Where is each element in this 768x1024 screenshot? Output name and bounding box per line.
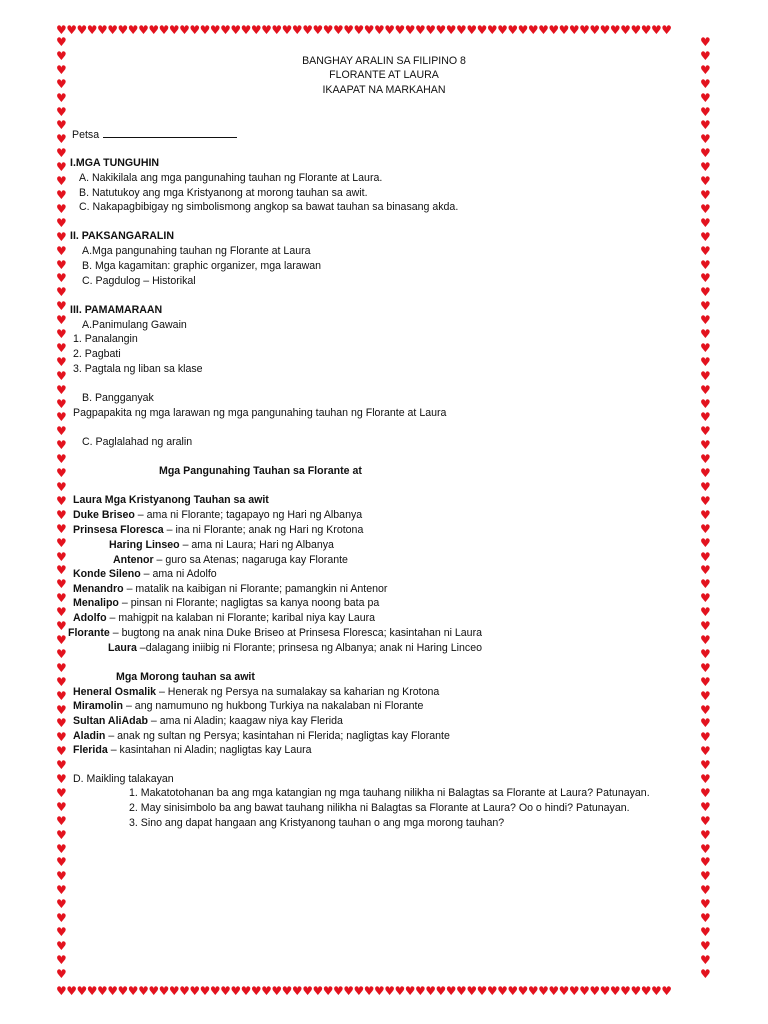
character-entry — [73, 700, 423, 712]
character-name: Laura — [108, 642, 137, 654]
heart-border-right: ♥♥♥♥♥♥♥♥♥♥♥♥♥♥♥♥♥♥♥♥♥♥♥♥♥♥♥♥♥♥♥♥♥♥♥♥♥♥♥♥♥♥♥♥♥♥♥♥♥♥♥♥♥♥♥♥♥♥♥♥♥♥♥♥♥♥♥♥ — [700, 36, 711, 981]
character-desc: – ama ni Adolfo — [140, 568, 217, 580]
talakayan-question-2: 2. May sinisimbolo ba ang bawat tauhang nilikha ni Balagtas sa Florante at Laura? Oo o hindi? Patunayan. — [129, 802, 630, 814]
character-name: Flerida — [73, 744, 108, 756]
character-name: Sultan AliAdab — [73, 715, 148, 727]
character-desc: –dalagang iniibig ni Florante; prinsesa ng Albanya; anak ni Haring Linceo — [136, 642, 482, 654]
gawain-item-1: 1. Panalangin — [73, 333, 138, 345]
character-desc: – ina ni Florante; anak ng Hari ng Krotona — [163, 524, 364, 536]
pangganyak-label: B. Pangganyak — [82, 392, 154, 404]
talakayan-question-1: 1. Makatotohanan ba ang mga katangian ng mga tauhang nilikha ni Balagtas sa Florante at Laura? Patunayan. — [129, 787, 650, 799]
heart-border-top: ♥♥♥♥♥♥♥♥♥♥♥♥♥♥♥♥♥♥♥♥♥♥♥♥♥♥♥♥♥♥♥♥♥♥♥♥♥♥♥♥♥♥♥♥♥♥♥♥♥♥♥♥♥♥♥♥♥♥♥♥ — [56, 24, 672, 37]
character-desc: – pinsan ni Florante; nagligtas sa kanya noong bata pa — [118, 597, 380, 609]
character-entry — [73, 568, 217, 580]
document-subtitle: FLORANTE AT LAURA — [329, 69, 439, 81]
character-entry — [73, 509, 362, 521]
character-name: Menandro — [73, 583, 124, 595]
character-name: Adolfo — [73, 612, 107, 624]
paksangaralin-item-c: C. Pagdulog – Historikal — [82, 275, 196, 287]
pangunahing-tauhan-title: Mga Pangunahing Tauhan sa Florante at — [159, 465, 362, 477]
panimulang-gawain-label: A.Panimulang Gawain — [82, 319, 187, 331]
character-desc: – anak ng sultan ng Persya; kasintahan ni Flerida; nagligtas kay Florante — [105, 730, 450, 742]
morong-tauhan-title: Mga Morong tauhan sa awit — [116, 671, 255, 683]
character-desc: – ang namumuno ng hukbong Turkiya na nakalaban ni Florante — [123, 700, 424, 712]
character-name: Haring Linseo — [109, 539, 180, 551]
tunguhin-item-c: C. Nakapagbibigay ng simbolismong angkop sa bawat tauhan sa binasang akda. — [79, 201, 459, 213]
character-entry — [73, 612, 375, 624]
character-name: Florante — [68, 627, 110, 639]
character-name: Duke Briseo — [73, 509, 135, 521]
gawain-item-3: 3. Pagtala ng liban sa klase — [73, 363, 203, 375]
kristyanong-tauhan-title: Laura Mga Kristyanong Tauhan sa awit — [73, 494, 269, 506]
character-entry — [73, 583, 387, 595]
petsa-field — [72, 128, 237, 141]
character-name: Aladin — [73, 730, 106, 742]
character-entry — [73, 524, 363, 536]
heart-border-bottom: ♥♥♥♥♥♥♥♥♥♥♥♥♥♥♥♥♥♥♥♥♥♥♥♥♥♥♥♥♥♥♥♥♥♥♥♥♥♥♥♥♥♥♥♥♥♥♥♥♥♥♥♥♥♥♥♥♥♥♥♥ — [56, 985, 672, 998]
paksangaralin-item-a: A.Mga pangunahing tauhan ng Florante at Laura — [82, 245, 311, 257]
character-name: Antenor — [113, 554, 154, 566]
document-title: BANGHAY ARALIN SA FILIPINO 8 — [302, 55, 466, 67]
character-desc: – mahigpit na kalaban ni Florante; karibal niya kay Laura — [106, 612, 376, 624]
character-entry — [73, 744, 312, 756]
section-heading-paksangaralin: II. PAKSANGARALIN — [70, 230, 174, 242]
document-quarter: IKAAPAT NA MARKAHAN — [322, 84, 446, 96]
character-entry — [73, 686, 439, 698]
tunguhin-item-b: B. Natutukoy ang mga Kristyanong at morong tauhan sa awit. — [79, 187, 368, 199]
character-desc: – matalik na kaibigan ni Florante; pamangkin ni Antenor — [123, 583, 388, 595]
heart-border-left: ♥♥♥♥♥♥♥♥♥♥♥♥♥♥♥♥♥♥♥♥♥♥♥♥♥♥♥♥♥♥♥♥♥♥♥♥♥♥♥♥♥♥♥♥♥♥♥♥♥♥♥♥♥♥♥♥♥♥♥♥♥♥♥♥♥♥♥♥ — [56, 36, 67, 981]
character-entry — [68, 627, 482, 639]
paksangaralin-item-b: B. Mga kagamitan: graphic organizer, mga larawan — [82, 260, 322, 272]
character-entry — [109, 539, 334, 551]
petsa-label: Petsa — [72, 129, 100, 141]
character-entry — [73, 730, 450, 742]
character-name: Prinsesa Floresca — [73, 524, 164, 536]
character-desc: – ama ni Aladin; kaagaw niya kay Flerida — [147, 715, 343, 727]
talakayan-question-3: 3. Sino ang dapat hangaan ang Kristyanong tauhan o ang mga morong tauhan? — [129, 817, 505, 829]
character-entry — [73, 715, 343, 727]
character-desc: – ama ni Florante; tagapayo ng Hari ng Albanya — [134, 509, 363, 521]
paglalahad-label: C. Paglalahad ng aralin — [82, 436, 193, 448]
character-name: Menalipo — [73, 597, 119, 609]
character-entry — [108, 642, 482, 654]
section-heading-pamamaraan: III. PAMAMARAAN — [70, 304, 163, 316]
gawain-item-2: 2. Pagbati — [73, 348, 121, 360]
character-entry — [113, 554, 348, 566]
tunguhin-item-a: A. Nakikilala ang mga pangunahing tauhan ng Florante at Laura. — [79, 172, 383, 184]
character-desc: – ama ni Laura; Hari ng Albanya — [179, 539, 334, 551]
talakayan-label: D. Maikling talakayan — [73, 773, 174, 785]
character-name: Miramolin — [73, 700, 124, 712]
character-desc: – guro sa Atenas; nagaruga kay Florante — [153, 554, 348, 566]
character-desc: – Henerak ng Persya na sumalakay sa kaharian ng Krotona — [156, 686, 440, 698]
character-entry — [73, 597, 379, 609]
character-name: Heneral Osmalik — [73, 686, 157, 698]
petsa-blank-line — [103, 128, 237, 138]
character-desc: – kasintahan ni Aladin; nagligtas kay Laura — [107, 744, 312, 756]
character-desc: – bugtong na anak nina Duke Briseo at Prinsesa Floresca; kasintahan ni Laura — [109, 627, 482, 639]
character-name: Konde Sileno — [73, 568, 141, 580]
section-heading-tunguhin: I.MGA TUNGUHIN — [70, 157, 160, 169]
pangganyak-text: Pagpapakita ng mga larawan ng mga pangunahing tauhan ng Florante at Laura — [73, 407, 447, 419]
